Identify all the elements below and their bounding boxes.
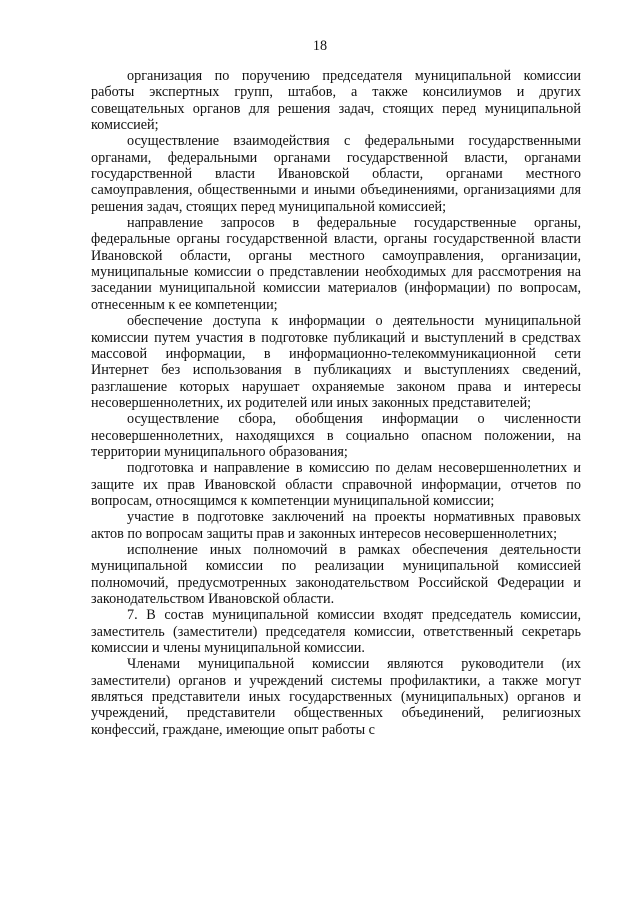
paragraph-5: осуществление сбора, обобщения информации о численности несовершеннолетних, находящихся в социально опасном положении, на территории муниципального образования; (91, 411, 581, 460)
paragraph-2: осуществление взаимодействия с федеральными государственными органами, федеральными органами государственной власти, органами государственной власти Ивановской области, органами местного самоуправления, общественными и иными объединениями, организациями для решения задач, стоящих перед муниципальной комиссией; (91, 133, 581, 215)
paragraph-6: подготовка и направление в комиссию по делам несовершеннолетних и защите их прав Ивановской области справочной информации, отчетов по вопросам, относящимся к компетенции муниципальной комиссии; (91, 460, 581, 509)
paragraph-10-members: Членами муниципальной комиссии являются руководители (их заместители) органов и учреждений системы профилактики, а также могут являться представители иных государственных (муниципальных) органов и учреждений, представители общественных объединений, религиозных конфессий, граждане, имеющие опыт работы с (91, 656, 581, 738)
paragraph-3: направление запросов в федеральные государственные органы, федеральные органы государственной власти, органы государственной власти Ивановской области, органы местного самоуправления, организации, муниципальные комиссии о представлении необходимых для рассмотрения на заседании муниципальной комиссии материалов (информации) по вопросам, отнесенным к ее компетенции; (91, 215, 581, 313)
paragraph-4: обеспечение доступа к информации о деятельности муниципальной комиссии путем участия в подготовке публикаций и выступлений в средствах массовой информации, в информационно-телекоммуникационной сети Интернет без использования в публикациях и выступлениях сведений, разглашение которых нарушает охраняемые законом права и интересы несовершеннолетних, их родителей или иных законных представителей; (91, 313, 581, 411)
paragraph-8: исполнение иных полномочий в рамках обеспечения деятельности муниципальной комиссии по реализации муниципальной комиссией полномочий, предусмотренных законодательством Российской Федерации и законодательством Ивановской области. (91, 541, 581, 607)
paragraph-7: участие в подготовке заключений на проекты нормативных правовых актов по вопросам защиты прав и законных интересов несовершеннолетних; (91, 509, 581, 542)
page-number: 18 (312, 38, 328, 54)
document-body (91, 68, 581, 738)
paragraph-1: организация по поручению председателя муниципальной комиссии работы экспертных групп, штабов, а также консилиумов и других совещательных органов для решения задач, стоящих перед муниципальной комиссией; (91, 68, 581, 134)
paragraph-9-composition: 7. В состав муниципальной комиссии входят председатель комиссии, заместитель (заместители) председателя комиссии, ответственный секретарь комиссии и члены муниципальной комиссии. (91, 607, 581, 657)
